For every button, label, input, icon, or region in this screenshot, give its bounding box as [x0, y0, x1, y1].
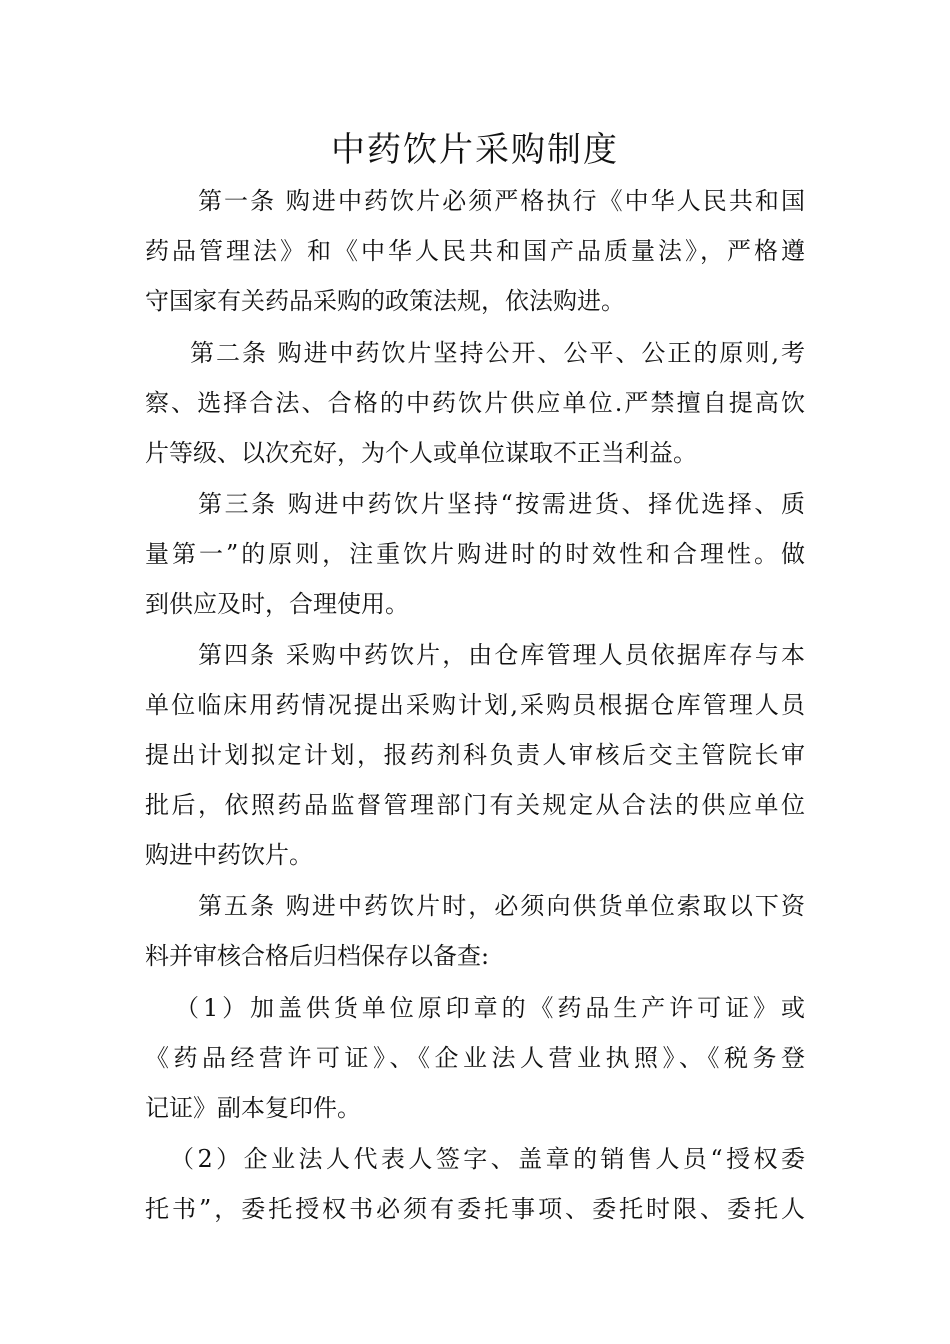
article-3-line-3: 到供应及时，合理使用。: [145, 590, 409, 618]
article-4-line-3: 提出计划拟定计划，报药剂科负责人审核后交主管院长审: [145, 741, 805, 769]
article-2-line-2: 察、选择合法、合格的中药饮片供应单位.严禁擅自提高饮: [145, 389, 805, 417]
article-4-line-5: 购进中药饮片。: [145, 841, 313, 869]
article-1-line-3: 守国家有关药品采购的政策法规，依法购进。: [145, 287, 625, 315]
item-1-line-3: 记证》副本复印件。: [145, 1094, 361, 1122]
item-2-line-2: 托书”，委托授权书必须有委托事项、委托时限、委托人: [145, 1195, 805, 1223]
document-title: 中药饮片采购制度: [331, 130, 619, 170]
item-1-line-2: 《药品经营许可证》、《企业法人营业执照》、《税务登: [145, 1044, 805, 1072]
article-1-line-1: 第一条 购进中药饮片必须严格执行《中华人民共和国: [198, 187, 805, 215]
article-3-line-1: 第三条 购进中药饮片坚持“按需进货、择优选择、质: [198, 490, 805, 518]
article-4-line-1: 第四条 采购中药饮片，由仓库管理人员依据库存与本: [198, 641, 805, 669]
article-1-line-2: 药品管理法》和《中华人民共和国产品质量法》，严格遵: [145, 237, 805, 265]
article-5-line-2: 料并审核合格后归档保存以备查:: [145, 942, 490, 970]
article-2-line-1: 第二条 购进中药饮片坚持公开、公平、公正的原则,考: [190, 339, 805, 367]
article-3-line-2: 量第一”的原则，注重饮片购进时的时效性和合理性。做: [145, 540, 805, 568]
article-4-line-2: 单位临床用药情况提出采购计划,采购员根据仓库管理人员: [145, 691, 805, 719]
item-1-line-1: （1）加盖供货单位原印章的《药品生产许可证》或: [175, 994, 805, 1022]
item-2-line-1: （2）企业法人代表人签字、盖章的销售人员“授权委: [170, 1145, 805, 1173]
article-4-line-4: 批后，依照药品监督管理部门有关规定从合法的供应单位: [145, 791, 805, 819]
article-2-line-3: 片等级、以次充好，为个人或单位谋取不正当利益。: [145, 439, 697, 467]
article-5-line-1: 第五条 购进中药饮片时，必须向供货单位索取以下资: [198, 892, 805, 920]
